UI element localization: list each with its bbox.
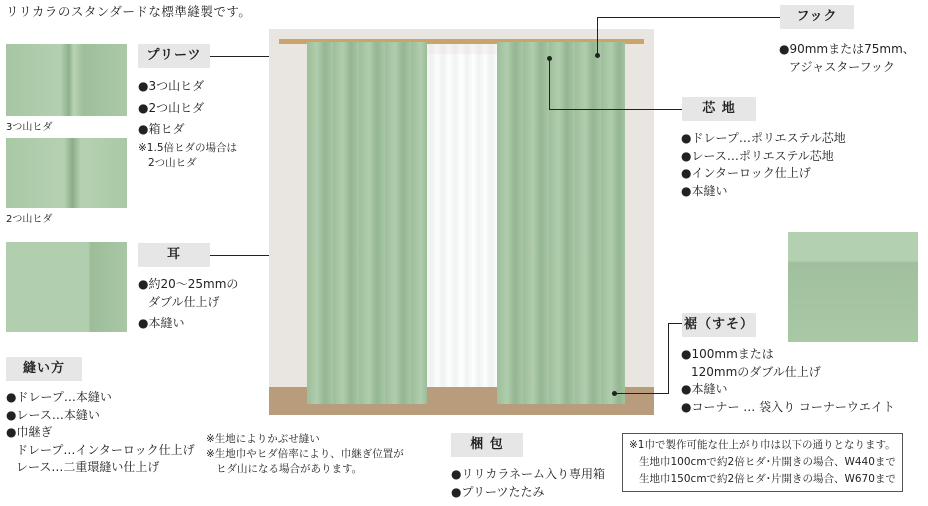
width-note-line: 生地巾150cmで約2倍ヒダ･片開きの場合、W670まで	[639, 473, 896, 485]
left-drape	[307, 42, 427, 404]
hem-list	[681, 346, 895, 416]
hook-leader-v	[597, 17, 598, 55]
core-leader-h	[549, 109, 682, 110]
intro-text: リリカラのスタンダードな標準縫製です。	[6, 4, 252, 19]
core-item: ●インターロック仕上げ	[681, 166, 811, 180]
core-leader-v	[549, 58, 550, 109]
core-item: ●本縫い	[681, 183, 728, 198]
packing-list	[451, 466, 605, 501]
core-label: 芯 地	[682, 97, 756, 121]
core-list	[681, 130, 846, 200]
hook-label: フック	[780, 5, 854, 29]
core-dot	[547, 56, 552, 61]
pleats-item: ●箱ヒダ	[138, 122, 185, 136]
pleat-3-caption: 3つ山ヒダ	[6, 122, 53, 133]
ear-item: ●本縫い	[138, 316, 185, 330]
sewing-note: ※生地によりかぶせ縫い	[206, 433, 320, 445]
pleats-note: 2つ山ヒダ	[148, 156, 197, 169]
sewing-item: ●ドレープ…本縫い	[6, 390, 112, 404]
width-note-line: 生地巾100cmで約2倍ヒダ･片開きの場合、W440まで	[639, 456, 896, 468]
ear-item: ダブル仕上げ	[148, 294, 220, 309]
packing-item: ●リリカラネーム入り専用箱	[451, 467, 605, 481]
pleats-item: ●3つ山ヒダ	[138, 79, 205, 93]
packing-item: ●プリーツたたみ	[451, 484, 545, 499]
ear-item: ●約20～25mmの	[138, 277, 239, 291]
sewing-label: 縫い方	[6, 357, 82, 381]
sewing-item: ●巾継ぎ	[6, 425, 53, 439]
hook-dot	[595, 53, 600, 58]
sewing-notes	[206, 432, 404, 477]
pleat-2-swatch	[6, 138, 127, 208]
hook-leader-h	[597, 17, 780, 18]
ear-list	[138, 276, 238, 333]
hook-item: ●90mmまたは75mm、	[779, 42, 915, 56]
core-item: ●ドレープ…ポリエステル芯地	[681, 131, 846, 145]
sewing-item: ドレープ…インターロック仕上げ	[16, 442, 195, 457]
hook-item: アジャスターフック	[789, 59, 895, 74]
ear-swatch	[6, 242, 127, 332]
hem-leader-v	[668, 323, 669, 393]
ear-label: 耳	[138, 243, 210, 267]
pleat-2-caption: 2つ山ヒダ	[6, 214, 53, 225]
packing-label: 梱 包	[451, 433, 523, 457]
hem-swatch	[788, 232, 918, 342]
sewing-note: ヒダ山になる場合があります。	[216, 463, 363, 475]
pleats-label: プリーツ	[138, 44, 210, 68]
hem-dot	[612, 391, 617, 396]
pleat-3-swatch	[6, 44, 127, 116]
hem-item: ●100mmまたは	[681, 347, 774, 361]
sewing-note: ※生地巾やヒダ倍率により、巾継ぎ位置が	[206, 448, 404, 460]
width-note-box	[622, 433, 903, 492]
hook-list	[779, 41, 915, 76]
curtain-photo	[269, 29, 654, 415]
sewing-item: レース…二重環縫い仕上げ	[16, 460, 160, 474]
right-drape	[497, 42, 625, 404]
hem-item: 120mmのダブル仕上げ	[691, 364, 821, 379]
pleats-note: ※1.5倍ヒダの場合は	[138, 141, 237, 154]
hem-leader-h	[614, 393, 669, 394]
hem-item: ●本縫い	[681, 382, 728, 396]
core-item: ●レース…ポリエステル芯地	[681, 148, 834, 163]
sewing-item: ●レース…本縫い	[6, 407, 100, 422]
width-note-line: ※1巾で製作可能な仕上がり巾は以下の通りとなります。	[629, 439, 896, 451]
pleats-item: ●2つ山ヒダ	[138, 100, 205, 115]
hem-item: ●コーナー … 袋入り コーナーウエイト	[681, 399, 895, 414]
hem-label: 裾（すそ）	[682, 313, 756, 337]
sewing-list	[6, 389, 195, 477]
hem-leader-top	[668, 323, 682, 324]
pleats-list	[138, 78, 237, 171]
